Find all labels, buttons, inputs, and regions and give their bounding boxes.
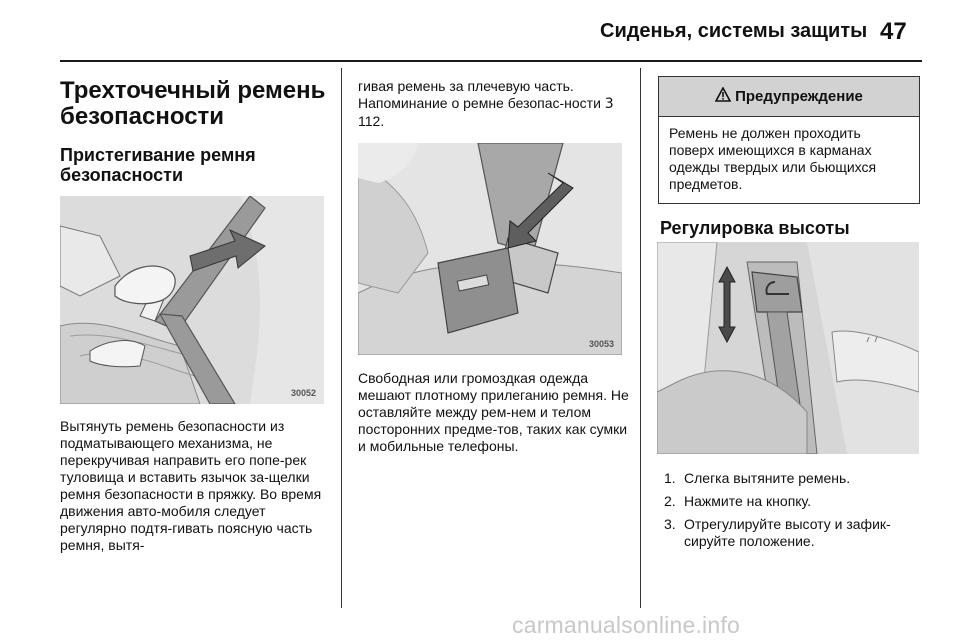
clothing-note: Свободная или громоздкая одежда мешают плотному прилеганию ремня. Не оставляйте между рем-нем и телом посторонних предме-тов, таких как сумки и мобильные телефоны. (358, 370, 629, 454)
subsection-title-height: Регулировка высоты (660, 218, 850, 238)
page-reference: 112. (358, 113, 385, 129)
step-text: Слегка вытяните ремень. (684, 470, 851, 486)
arrow-reference-icon: 3 (604, 96, 614, 112)
warning-title: Предупреждение (735, 88, 863, 105)
fastening-instructions: Вытянуть ремень безопасности из подматывающего механизма, не перекручивая направить его попе-рек туловища и вставить язычок за-щелки ремня безопасности в пряжку. Во время движения авто-мобиля следует регулярно подтя-гивать поясную часть ремня, вытя- (60, 418, 322, 553)
step-number: 3. (664, 516, 676, 532)
step-item (664, 493, 934, 510)
step-item (664, 516, 934, 550)
header-rule (60, 60, 922, 62)
belt-buckle-illustration (358, 143, 622, 355)
column-divider-left (341, 68, 342, 608)
subsection-title-fastening: Пристегивание ремня безопасности (60, 145, 256, 185)
figure-belt-buckle (358, 143, 622, 355)
page-number: 47 (880, 18, 907, 45)
warning-text: Ремень не должен проходить поверх имеющихся в карманах одежды твердых или бьющихся предметов. (669, 125, 877, 192)
page-header-title: Сиденья, системы защиты (600, 20, 868, 42)
figure-number: 30053 (588, 339, 614, 349)
step-number: 1. (664, 470, 676, 486)
continued-text: гивая ремень за плечевую часть. Напоминание о ремне безопас-ности (358, 78, 605, 111)
fastening-instructions-continued (358, 78, 628, 130)
fastening-belt-illustration (60, 196, 324, 404)
step-text: Нажмите на кнопку. (684, 493, 812, 509)
height-adjustment-illustration (657, 242, 919, 454)
figure-number: 30052 (290, 388, 316, 398)
height-adjustment-steps (664, 470, 934, 556)
warning-triangle-icon (715, 87, 731, 106)
step-number: 2. (664, 493, 676, 509)
warning-box (658, 76, 920, 204)
warning-header (659, 77, 919, 117)
watermark: carmanualsonline.info (512, 612, 740, 638)
column-divider-right (640, 68, 641, 608)
step-text: Отрегулируйте высоту и зафик-сируйте положение. (684, 516, 891, 549)
figure-fastening-belt (60, 196, 324, 404)
figure-height-adjustment (657, 242, 919, 454)
step-item (664, 470, 934, 487)
section-title: Трехточечный ремень безопасности (60, 77, 326, 130)
